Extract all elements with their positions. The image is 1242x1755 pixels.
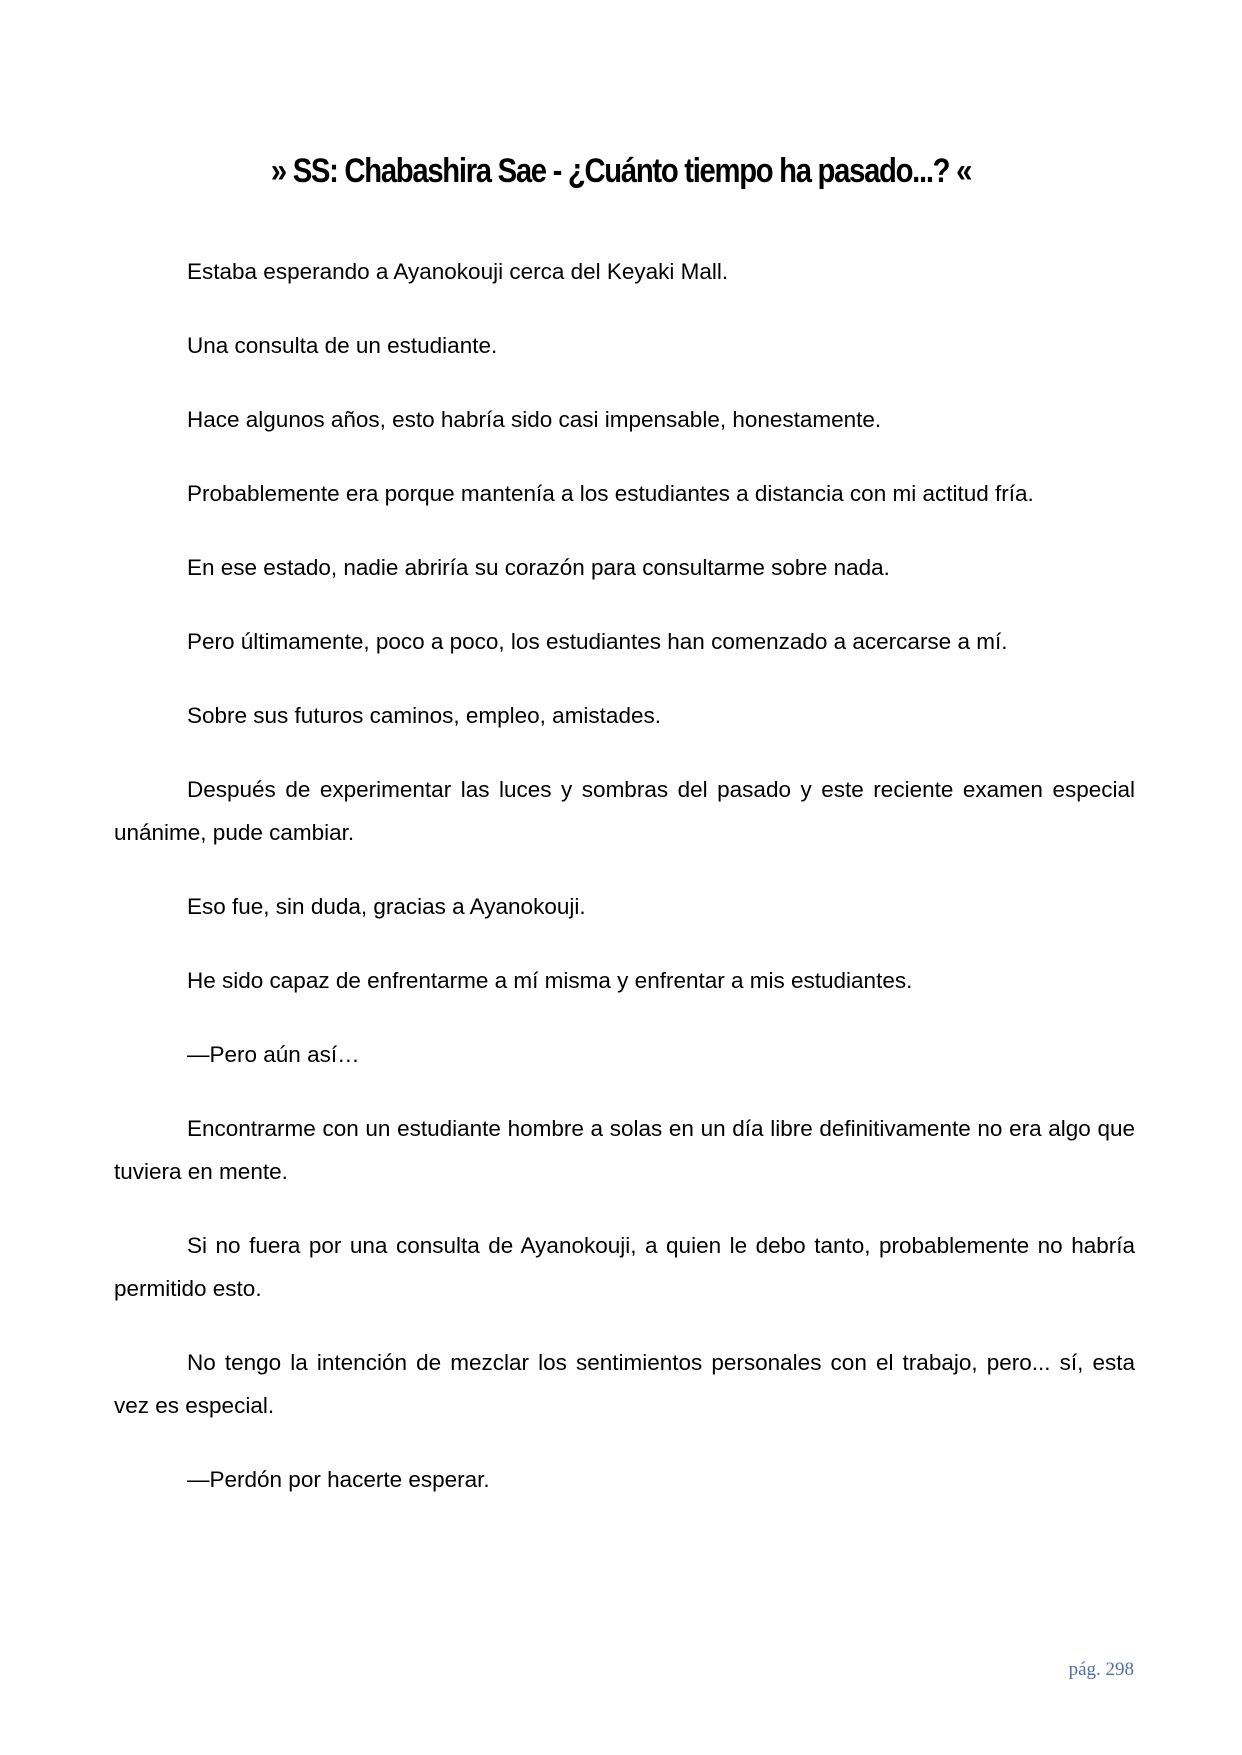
paragraph: Después de experimentar las luces y sombras del pasado y este reciente examen especial unánime, pude cambiar.	[114, 777, 1135, 845]
paragraph: En ese estado, nadie abriría su corazón para consultarme sobre nada.	[187, 555, 890, 580]
paragraph: —Perdón por hacerte esperar.	[187, 1467, 490, 1492]
paragraph: Si no fuera por una consulta de Ayanokouji, a quien le debo tanto, probablemente no habría permitido esto.	[114, 1233, 1135, 1301]
paragraph: Estaba esperando a Ayanokouji cerca del Keyaki Mall.	[187, 259, 729, 284]
paragraph: No tengo la intención de mezclar los sentimientos personales con el trabajo, pero... sí, esta vez es especial.	[114, 1350, 1135, 1418]
body-text	[114, 250, 1135, 1532]
paragraph: Hace algunos años, esto habría sido casi impensable, honestamente.	[187, 407, 882, 432]
paragraph: Pero últimamente, poco a poco, los estudiantes han comenzado a acercarse a mí.	[187, 629, 1008, 654]
paragraph: Sobre sus futuros caminos, empleo, amistades.	[187, 703, 661, 728]
paragraph: —Pero aún así…	[187, 1042, 360, 1067]
paragraph: He sido capaz de enfrentarme a mí misma y enfrentar a mis estudiantes.	[187, 968, 913, 993]
paragraph: Probablemente era porque mantenía a los estudiantes a distancia con mi actitud fría.	[187, 481, 1034, 506]
paragraph: Eso fue, sin duda, gracias a Ayanokouji.	[187, 894, 586, 919]
paragraph: Encontrarme con un estudiante hombre a solas en un día libre definitivamente no era algo que tuviera en mente.	[114, 1116, 1135, 1184]
paragraph: Una consulta de un estudiante.	[187, 333, 498, 358]
page-number: pág. 298	[1068, 1659, 1134, 1680]
chapter-title: » SS: Chabashira Sae - ¿Cuánto tiempo ha pasado...? «	[270, 152, 972, 190]
